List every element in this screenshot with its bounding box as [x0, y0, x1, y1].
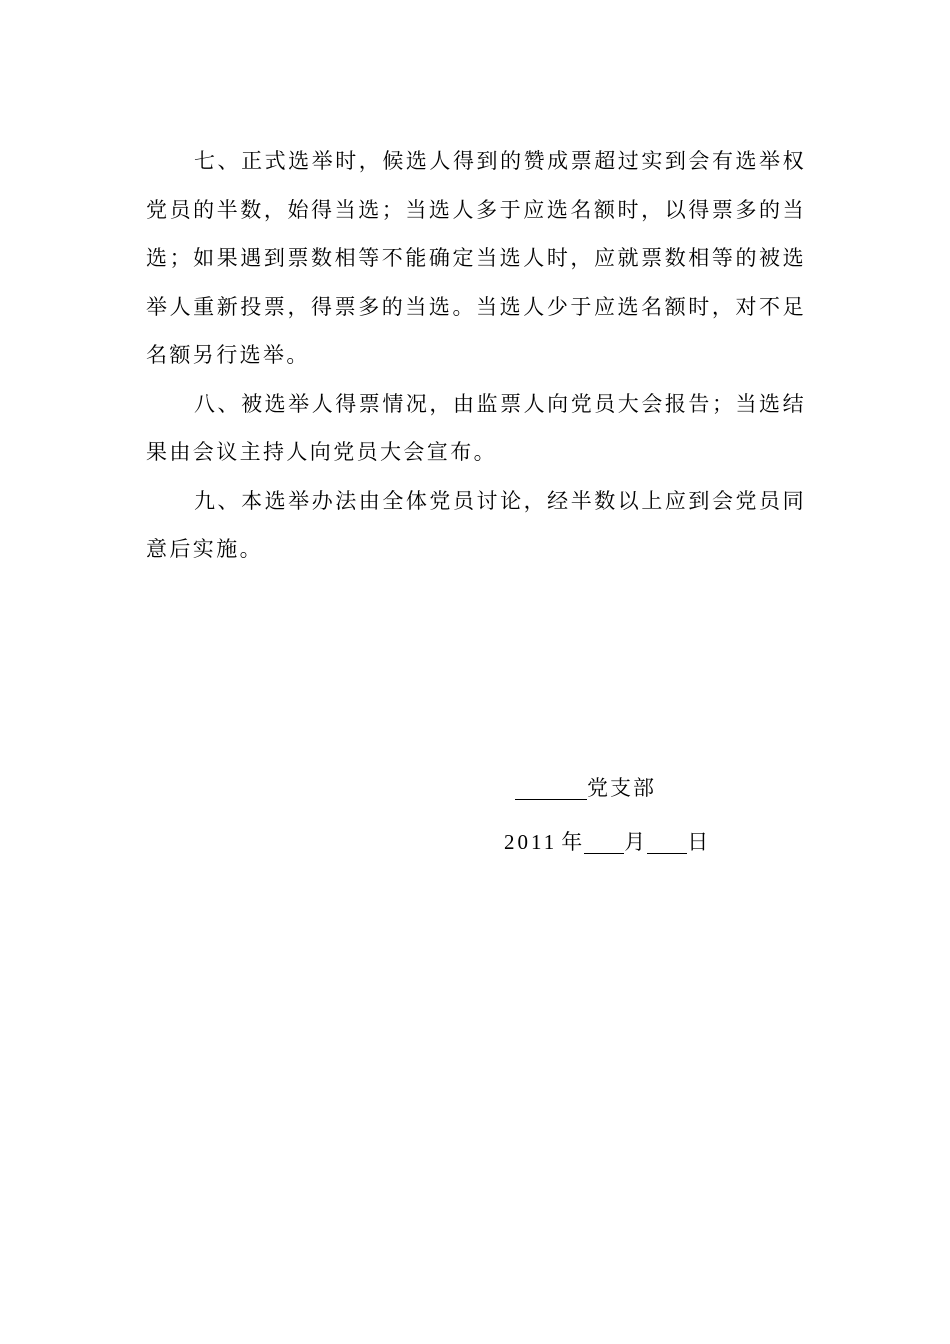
org-name-blank	[515, 777, 587, 800]
signature-line	[515, 772, 656, 804]
paragraph-article-8: 八、被选举人得票情况，由监票人向党员大会报告；当选结果由会议主持人向党员大会宣布。	[146, 391, 806, 464]
date-year-char: 年	[561, 830, 585, 854]
date-line	[504, 826, 710, 858]
date-day-char: 日	[687, 830, 711, 854]
paragraph-article-9: 九、本选举办法由全体党员讨论，经半数以上应到会党员同意后实施。	[146, 488, 806, 561]
org-suffix: 党支部	[587, 776, 656, 800]
month-blank	[584, 831, 624, 854]
date-month-char: 月	[624, 830, 648, 854]
day-blank	[647, 831, 687, 854]
document-body	[146, 137, 806, 574]
paragraph-article-7: 七、正式选举时，候选人得到的赞成票超过实到会有选举权党员的半数，始得当选；当选人多于应选名额时，以得票多的当选；如果遇到票数相等不能确定当选人时，应就票数相等的被选举人重新投票，得票多的当选。当选人少于应选名额时，对不足名额另行选举。	[146, 149, 806, 367]
date-year: 2011	[504, 830, 558, 854]
